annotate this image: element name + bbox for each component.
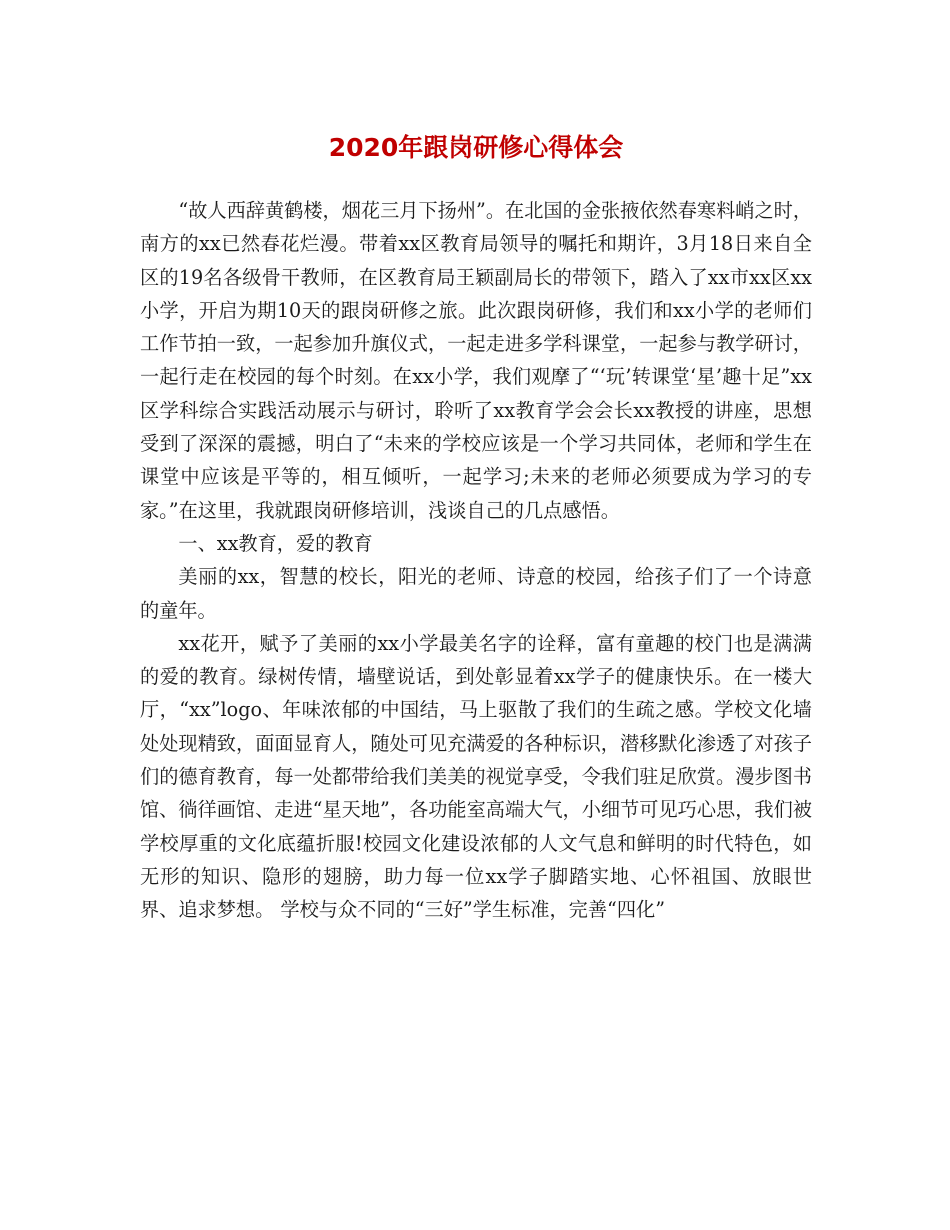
section-heading-1: 一、xx教育，爱的教育: [178, 531, 373, 555]
document-title: 2020年跟岗研修心得体会: [328, 133, 624, 162]
paragraph-3: xx花开，赋予了美丽的xx小学最美名字的诠释，富有童趣的校门也是满满的爱的教育。绿树传情，墙壁说话，到处彰显着xx学子的健康快乐。在一楼大厅，“xx”logo、年味浓郁的中国结，马上驱散了我们的生疏之感。学校文化墙处处现精致，面面显育人，随处可见充满爱的各种标识，潜移默化渗透了对孩子们的德育教育，每一处都带给我们美美的视觉享受，令我们驻足欣赏。漫步图书馆、徜徉画馆、走进“星天地”，各功能室高端大气，小细节可见巧心思，我们被学校厚重的文化底蕴折服!校园文化建设浓郁的人文气息和鲜明的时代特色，如无形的知识、隐形的翅膀，助力每一位xx学子脚踏实地、心怀祖国、放眼世界、追求梦想。 学校与众不同的“三好”学生标准，完善“四化”: [140, 631, 812, 922]
paragraph-2: 美丽的xx，智慧的校长，阳光的老师、诗意的校园，给孩子们了一个诗意的童年。: [140, 565, 812, 622]
paragraph-intro: “故人西辞黄鹤楼，烟花三月下扬州”。在北国的金张掖依然春寒料峭之时，南方的xx已然春花烂漫。带着xx区教育局领导的嘱托和期许，3月18日来自全区的19名各级骨干教师，在区教育局王颖副局长的带领下，踏入了xx市xx区xx小学，开启为期10天的跟岗研修之旅。此次跟岗研修，我们和xx小学的老师们工作节拍一致，一起参加升旗仪式，一起走进多学科课堂，一起参与教学研讨，一起行走在校园的每个时刻。在xx小学，我们观摩了“‘玩’转课堂‘星’趣十足”xx区学科综合实践活动展示与研讨，聆听了xx教育学会会长xx教授的讲座，思想受到了深深的震撼，明白了“未来的学校应该是一个学习共同体，老师和学生在课堂中应该是平等的，相互倾听，一起学习;未来的老师必须要成为学习的专家。”在这里，我就跟岗研修培训，浅谈自己的几点感悟。: [140, 199, 813, 522]
document-page: [140, 128, 812, 927]
